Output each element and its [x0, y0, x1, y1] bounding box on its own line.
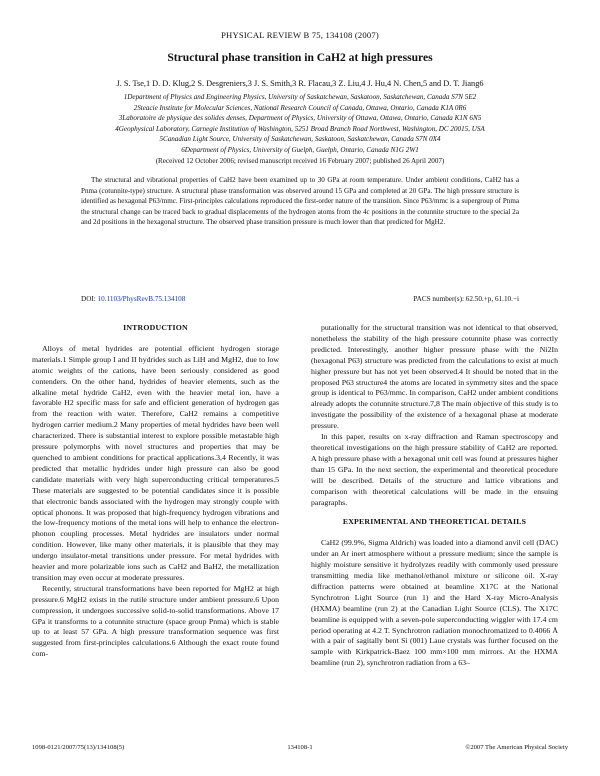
affiliation: 1Department of Physics and Engineering Physics, University of Saskatchewan, Saskatoon, Saskatchewan, Canada S7N 5E2	[123, 93, 477, 101]
affiliation: 5Canadian Light Source, University of Saskatchewan, Saskatoon, Saskatchewan, Canada S7N 0X4	[159, 135, 441, 144]
affiliation: 4Geophysical Laboratory, Carnegie Institution of Washington, 5251 Broad Branch Road Northwest, Washington, DC 20015, USA	[115, 124, 485, 133]
received-dates: (Received 12 October 2006; revised manuscript received 16 February 2007; published 26 April 2007)	[155, 156, 445, 165]
author-list: J. S. Tse,1 D. D. Klug,2 S. Desgreniers,3 J. S. Smith,3 R. Flacau,3 Z. Liu,4 J. Hu,4 N. Chen,5 and D. T. Jiang6	[116, 79, 484, 88]
body-paragraph: putationally for the structural transition was not identical to that observed, nonetheless the stability of the high pressure cotunnite phase was correctly predicted. Interestingly, another higher pressure phase with the Ni2In (hexagonal P63) structure was predicted from the calculations to exist at much higher pressure but has not yet been observed.4 It should be noted that in the proposed P63 structure4 the atoms are located in symmetry sites and the space group is identical to P63/mmc. In comparison, CaH2 under ambient conditions already adopts the cotunnite structure.7,8 The main objective of this study is to investigate the possibility of the existence of a hexagonal phase at moderate pressure.	[311, 323, 558, 431]
experimental-heading: EXPERIMENTAL AND THEORETICAL DETAILS	[342, 517, 527, 527]
affiliation: 2Steacie Institute for Molecular Sciences, National Research Council of Canada, Ottawa, Ontario, Canada K1A 0R6	[133, 103, 467, 112]
pacs-numbers: PACS number(s): 62.50.+p, 61.10.−i	[413, 295, 519, 303]
body-paragraph: Alloys of metal hydrides are potential efficient hydrogen storage materials.1 Simple group I and II hydrides such as LiH and MgH2, due to low atomic weights of the cations, have been seriously considered as good contenders. On the other hand, hydrides of heavier elements, such as the alkaline metal hydride CaH2, even with the heavier metal ion, have a favorable H2 specific mass for safe and efficient generation of hydrogen gas from the reaction with water. Therefore, CaH2 remains a competitive hydrogen carrier medium.2 Many properties of metal hydrides have been well characterized. There is substantial interest to explore possible metastable high pressure polymorphs with novel structures and properties that may be quenched to ambient conditions for practical applications.3,4 Recently, it was predicted that metallic hydrides under high pressure can also be good candidate materials with very high superconducting critical temperatures.5 These materials are suggested to be potential candidates since it is possible that electronic bands associated with the hydrogen may strongly couple with optical phonons. It was proposed that high-frequency hydrogen vibrations and the low-frequency motions of the metal ions will help to enhance the electron-phonon coupling processes. Metal hydrides are insulators under normal condition. However, like many other materials, it is plausible that they may undergo insulator-metal transitions under pressure. For metal hydrides with heavier and more polarizable ions such as CaH2 and BaH2, the metallization transition may even occur at moderate pressures.	[32, 343, 279, 582]
body-paragraph: Recently, structural transformations have been reported for MgH2 at high pressure.6 MgH2 exists in the rutile structure under ambient pressure.6 Upon compression, it undergoes successive solid-to-solid transformations. Above 17 GPa it transforms to a cotunnite structure (space group Pnma) which is stable up to at least 57 GPa. A high pressure transformation sequence was first suggested from first-principles calculations.6 Although the exact route found com-	[32, 583, 279, 659]
doi-label: DOI:	[81, 295, 96, 303]
affiliation: 6Department of Physics, University of Guelph, Guelph, Ontario, Canada N1G 2W1	[181, 145, 419, 154]
left-column	[32, 323, 279, 660]
paper-title: Structural phase transition in CaH2 at high pressures	[167, 51, 433, 64]
footer-issn: 1098-0121/2007/75(13)/134108(5)	[32, 744, 125, 751]
introduction-heading: INTRODUCTION	[123, 323, 188, 332]
doi-link[interactable]: 10.1103/PhysRevB.75.134108	[97, 295, 186, 303]
body-paragraph: CaH2 (99.9%, Sigma Aldrich) was loaded into a diamond anvil cell (DAC) under an Ar inert atmosphere without a pressure medium; since the sample is highly moisture sensitive it hydrolyzes readily with commonly used pressure transmitting media like methanol/ethanol mixture or silicone oil. X-ray diffraction patterns were obtained at beamline X17C at the National Synchrotron Light Source (run 1) and the Hard X-ray Micro-Analysis (HXMA) beamline (run 2) at the Canadian Light Source (CLS). The X17C beamline is equipped with a seven-pole superconducting wiggler with 17.4 cm period operating at 4.2 T. Synchrotron radiation monochromatized to 0.4066 Å with a pair of sagitally bent Si (001) Laue crystals was further focused on the sample with Kirkpatrick-Baez 100 mm×100 mm mirrors. At the HXMA beamline (run 2), synchrotron radiation from a 63–	[311, 538, 558, 668]
doi-line	[81, 295, 185, 303]
running-head: PHYSICAL REVIEW B 75, 134108 (2007)	[221, 30, 379, 40]
affiliation: 3Laboratoire de physique des solides denses, Department of Physics, University of Ottawa, Ottawa, Ontario, Canada K1N 6N5	[118, 114, 482, 123]
body-paragraph: In this paper, results on x-ray diffraction and Raman spectroscopy and theoretical investigations on the high pressure stability of CaH2 are reported. A high pressure phase with a hexagonal unit cell was found at pressures higher than 15 GPa. In the next section, the experimental and theoretical procedure will be described. Details of the structure and lattice vibrations and comparison with theoretical calculations will be made in the ensuing paragraphs.	[311, 432, 558, 507]
affiliations	[20, 92, 580, 166]
footer-copyright: ©2007 The American Physical Society	[465, 744, 568, 751]
footer-page-number: 134108-1	[287, 744, 313, 751]
right-column	[311, 323, 558, 669]
abstract-text: The structural and vibrational properties of CaH2 have been examined up to 30 GPa at room temperature. Under ambient conditions, CaH2 has a Pnma (cotunnite-type) structure. A structural phase transformation was observed around 15 GPa and completed at 20 GPa. The high pressure structure is identified as hexagonal P63/mmc. First-principles calculations reproduced the first-order nature of the transition. Since P63/mmc is a supergroup of Pnma the structural change can be traced back to gradual displacements of the hydrogen atoms from the 4c positions in the cotunnite structure to the special 2a and 2d positions in the hexagonal structure. The observed phase transition pressure is much lower than that predicted for MgH2.	[81, 176, 519, 227]
abstract	[81, 175, 519, 228]
